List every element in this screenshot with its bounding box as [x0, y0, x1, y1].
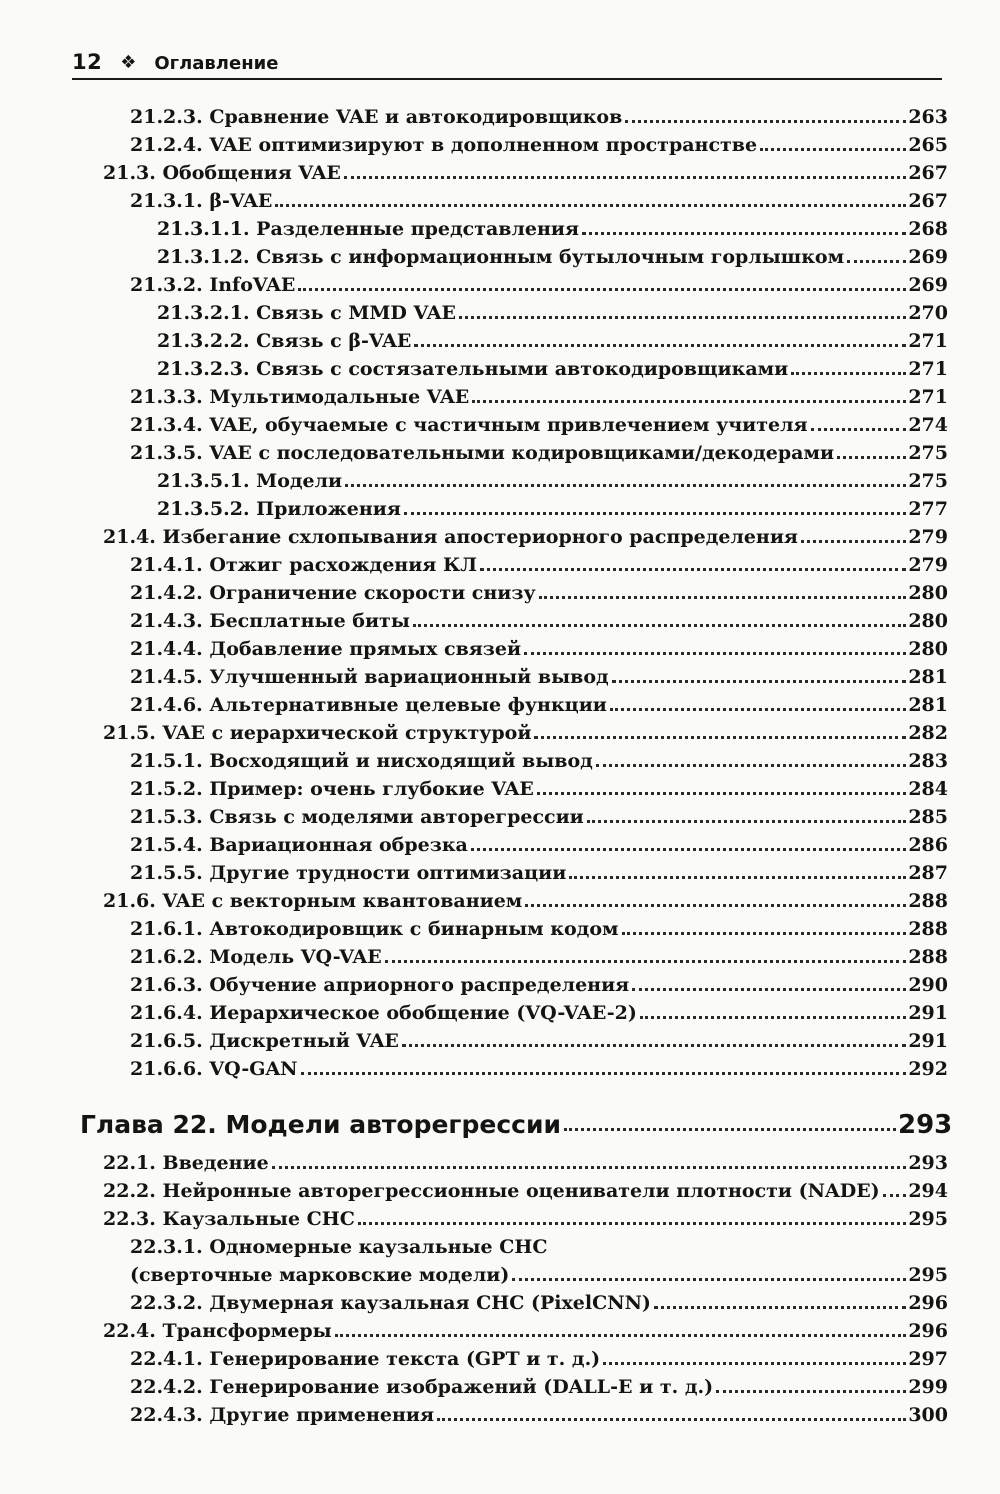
toc-entry [130, 1370, 948, 1398]
dot-leader [632, 987, 906, 991]
toc-entry-page: 283 [908, 750, 948, 772]
toc-entry-label: 21.3.2.2. Связь с β-VAE [157, 330, 412, 352]
toc-entry-label: 22.3.2. Двумерная каузальная СНС (PixelCNN) [130, 1292, 651, 1314]
toc-entry-page: 295 [908, 1264, 948, 1286]
toc-entry-label: 21.5.5. Другие трудности оптимизации [130, 862, 567, 884]
toc-entry-label: 21.3.5. VAE с последовательными кодировщиками/декодерами [130, 442, 835, 464]
toc-entry-page: 280 [908, 638, 948, 660]
dot-leader [525, 903, 906, 907]
dot-leader [345, 483, 906, 487]
toc-entry [130, 548, 948, 576]
dot-leader [472, 399, 906, 403]
toc-entry-page: 277 [908, 498, 948, 520]
toc-entry-page: 299 [908, 1376, 948, 1398]
toc-entry [157, 240, 948, 268]
toc-entry-page: 292 [908, 1058, 948, 1080]
dot-leader [413, 623, 906, 627]
toc-entry-label: 21.5.3. Связь с моделями авторегрессии [130, 806, 584, 828]
toc-entry [130, 856, 948, 884]
toc-entry-label: 21.5. VAE с иерархической структурой [103, 722, 532, 744]
toc-entry-label: Глава 22. Модели авторегрессии [80, 1110, 562, 1139]
toc-entry-page: 280 [908, 582, 948, 604]
dot-leader [640, 1015, 906, 1019]
toc-entry-label: 22.4.3. Другие применения [130, 1404, 435, 1426]
toc-entry-page: 297 [908, 1348, 948, 1370]
toc-entry [103, 156, 948, 184]
dot-leader [625, 119, 906, 123]
toc-entry [103, 716, 948, 744]
running-header-title: Оглавление [154, 53, 279, 74]
toc-entry-label: 21.4.4. Добавление прямых связей [130, 638, 522, 660]
toc-entry-label: 21.4. Избегание схлопывания апостериорного распределения [103, 526, 798, 548]
toc-entry-page: 288 [908, 890, 948, 912]
ornament-icon: ❖ [120, 52, 137, 73]
toc-entry-label: (сверточные марковские модели) [130, 1264, 510, 1286]
toc-entry-label: 21.5.1. Восходящий и нисходящий вывод [130, 750, 593, 772]
toc-chapter-entry [80, 1084, 953, 1146]
toc-entry [103, 520, 948, 548]
dot-leader [471, 847, 906, 851]
toc-entry-page: 265 [908, 134, 948, 156]
toc-entry [130, 1286, 948, 1314]
dot-leader [385, 959, 906, 963]
toc-entry-page: 282 [908, 722, 948, 744]
toc-entry-page: 270 [908, 302, 948, 324]
dot-leader [480, 567, 906, 571]
toc-entry-label: 21.6.3. Обучение априорного распределения [130, 974, 630, 996]
dot-leader [564, 1127, 896, 1131]
toc-entry-page: 267 [908, 190, 948, 212]
dot-leader [716, 1389, 906, 1393]
toc-entry [130, 632, 948, 660]
toc-entry-page: 275 [908, 470, 948, 492]
dot-leader [437, 1417, 906, 1421]
toc-entry-page: 288 [908, 946, 948, 968]
toc-entry [130, 1052, 948, 1080]
toc-entry [130, 408, 948, 436]
toc-entry [130, 996, 948, 1024]
toc-entry [103, 1202, 948, 1230]
toc-entry-page: 280 [908, 610, 948, 632]
toc-entry [157, 492, 948, 520]
toc-entry-label: 21.6.6. VQ-GAN [130, 1058, 298, 1080]
toc-entry [103, 884, 948, 912]
toc-entry [130, 1230, 948, 1258]
dot-leader [402, 1043, 906, 1047]
toc-entry-label: 21.4.1. Отжиг расхождения КЛ [130, 554, 478, 576]
toc-entry-page: 294 [908, 1180, 948, 1202]
toc-entry-label: 22.2. Нейронные авторегрессионные оцениватели плотности (NADE) [103, 1180, 880, 1202]
toc-entry-label: 21.6.5. Дискретный VAE [130, 1030, 399, 1052]
toc-entry-page: 285 [908, 806, 948, 828]
dot-leader [582, 231, 906, 235]
dot-leader [847, 259, 906, 263]
toc-entry [130, 1398, 948, 1426]
dot-leader [654, 1305, 906, 1309]
toc-entry-page: 279 [908, 526, 948, 548]
toc-entry [130, 604, 948, 632]
toc-entry-page: 295 [908, 1208, 948, 1230]
toc-entry [130, 828, 948, 856]
toc-entry-label: 21.3. Обобщения VAE [103, 162, 341, 184]
toc-entry-page: 293 [908, 1152, 948, 1174]
toc-entry-page: 274 [908, 414, 948, 436]
dot-leader [404, 511, 906, 515]
toc-entry [130, 800, 948, 828]
toc-entry-label: 22.4.2. Генерирование изображений (DALL-E и т. д.) [130, 1376, 714, 1398]
toc-entry [130, 436, 948, 464]
toc-entry-label: 21.4.6. Альтернативные целевые функции [130, 694, 607, 716]
toc-entry [103, 1174, 948, 1202]
dot-leader [596, 763, 906, 767]
toc-entry-page: 271 [908, 386, 948, 408]
dot-leader [801, 539, 906, 543]
toc-entry [130, 184, 948, 212]
toc-entry [130, 688, 948, 716]
toc-entry-label: 22.3.1. Одномерные каузальные СНС [130, 1236, 548, 1258]
dot-leader [883, 1193, 906, 1197]
toc-entry-label: 21.2.3. Сравнение VAE и автокодировщиков [130, 106, 623, 128]
dot-leader [610, 707, 906, 711]
toc-entry-label: 22.4.1. Генерирование текста (GPT и т. д.) [130, 1348, 601, 1370]
dot-leader [534, 735, 906, 739]
page-number: 12 [72, 50, 103, 74]
toc-entry-page: 291 [908, 1002, 948, 1024]
toc-entry [157, 296, 948, 324]
toc-entry-label: 21.6.4. Иерархическое обобщение (VQ-VAE-2) [130, 1002, 637, 1024]
toc-entry [130, 744, 948, 772]
toc-entry-label: 21.4.5. Улучшенный вариационный вывод [130, 666, 609, 688]
toc-entry [130, 772, 948, 800]
toc-entry-label: 21.2.4. VAE оптимизируют в дополненном пространстве [130, 134, 758, 156]
toc-entry-page: 296 [908, 1320, 948, 1342]
toc-entry-label: 21.3.2.3. Связь с состязательными автокодировщиками [157, 358, 789, 380]
dot-leader [414, 343, 906, 347]
toc-entry [130, 576, 948, 604]
toc-entry-label: 21.3.1. β-VAE [130, 190, 273, 212]
toc-entry-label: 21.3.5.1. Модели [157, 470, 343, 492]
toc-entry [157, 212, 948, 240]
toc-entry-page: 268 [908, 218, 948, 240]
toc-entry-label: 21.6.2. Модель VQ-VAE [130, 946, 382, 968]
toc-entry-page: 286 [908, 834, 948, 856]
dot-leader [301, 1071, 906, 1075]
toc-entry [130, 660, 948, 688]
toc-entry-page: 290 [908, 974, 948, 996]
toc-entry [130, 1024, 948, 1052]
dot-leader [272, 1165, 906, 1169]
toc-entry-label: 22.1. Введение [103, 1152, 269, 1174]
toc-entry [130, 268, 948, 296]
toc-entry [130, 912, 948, 940]
toc-entry-label: 21.3.4. VAE, обучаемые с частичным привлечением учителя [130, 414, 808, 436]
dot-leader [622, 931, 906, 935]
toc-entry [157, 352, 948, 380]
dot-leader [358, 1221, 906, 1225]
toc-entry-page: 281 [908, 694, 948, 716]
toc-entry-page: 296 [908, 1292, 948, 1314]
dot-leader [537, 791, 906, 795]
dot-leader [539, 595, 906, 599]
toc-entry-label: 22.4. Трансформеры [103, 1320, 332, 1342]
toc-entry-label: 21.3.3. Мультимодальные VAE [130, 386, 470, 408]
dot-leader [459, 315, 906, 319]
toc-entry-page: 287 [908, 862, 948, 884]
toc-entry-page: 271 [908, 330, 948, 352]
table-of-contents [0, 100, 1000, 1426]
dot-leader [760, 147, 906, 151]
dot-leader [524, 651, 906, 655]
toc-entry-page: 279 [908, 554, 948, 576]
toc-entry [130, 1342, 948, 1370]
dot-leader [837, 455, 906, 459]
toc-entry-page: 267 [908, 162, 948, 184]
toc-entry-label: 21.3.1.2. Связь с информационным бутылочным горлышком [157, 246, 845, 268]
toc-entry-page: 269 [908, 246, 948, 268]
toc-entry-label: 21.4.2. Ограничение скорости снизу [130, 582, 536, 604]
dot-leader [569, 875, 906, 879]
toc-entry [130, 968, 948, 996]
dot-leader [612, 679, 906, 683]
dot-leader [791, 371, 906, 375]
toc-entry-page: 271 [908, 358, 948, 380]
dot-leader [603, 1361, 906, 1365]
toc-entry-page: 275 [908, 442, 948, 464]
toc-entry-page: 284 [908, 778, 948, 800]
toc-entry [130, 380, 948, 408]
toc-entry [130, 1258, 948, 1286]
toc-entry-label: 21.3.5.2. Приложения [157, 498, 401, 520]
toc-entry-label: 21.6.1. Автокодировщик с бинарным кодом [130, 918, 619, 940]
toc-entry-label: 21.3.1.1. Разделенные представления [157, 218, 580, 240]
toc-entry-label: 21.5.2. Пример: очень глубокие VAE [130, 778, 534, 800]
toc-entry-label: 21.6. VAE с векторным квантованием [103, 890, 523, 912]
toc-entry-page: 263 [908, 106, 948, 128]
toc-entry-page: 291 [908, 1030, 948, 1052]
toc-entry-label: 21.4.3. Бесплатные биты [130, 610, 410, 632]
dot-leader [335, 1333, 906, 1337]
dot-leader [275, 203, 906, 207]
toc-entry-page: 269 [908, 274, 948, 296]
toc-entry-label: 21.3.2.1. Связь с MMD VAE [157, 302, 456, 324]
dot-leader [344, 175, 906, 179]
dot-leader [587, 819, 906, 823]
toc-entry-label: 21.3.2. InfoVAE [130, 274, 296, 296]
toc-entry-page: 281 [908, 666, 948, 688]
toc-entry-page: 300 [908, 1404, 948, 1426]
running-header [72, 50, 942, 80]
toc-entry [130, 940, 948, 968]
dot-leader [298, 287, 906, 291]
dot-leader [811, 427, 906, 431]
toc-entry [130, 128, 948, 156]
toc-entry [157, 464, 948, 492]
dot-leader [512, 1277, 906, 1281]
toc-entry-page: 288 [908, 918, 948, 940]
toc-entry-label: 22.3. Каузальные СНС [103, 1208, 355, 1230]
toc-entry [157, 324, 948, 352]
toc-entry [103, 1314, 948, 1342]
toc-entry [103, 1146, 948, 1174]
toc-entry-label: 21.5.4. Вариационная обрезка [130, 834, 468, 856]
toc-entry-page: 293 [898, 1110, 953, 1140]
toc-entry [130, 100, 948, 128]
